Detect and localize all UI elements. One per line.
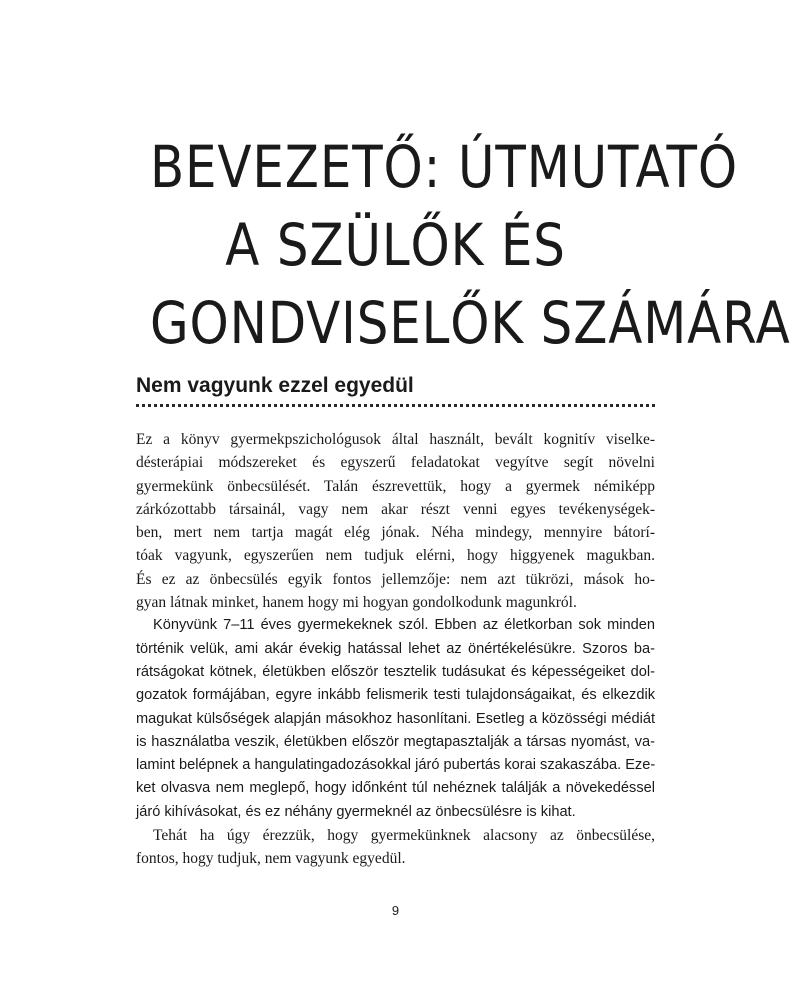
body-text (136, 428, 655, 871)
text-line: magukat külsőségek alapján másokhoz hasonlítani. Esetleg a közösségi médiát (136, 710, 655, 727)
text-line: is használatba veszik, életükben először megtapasztalják a társas nyomást, va- (136, 733, 655, 750)
chapter-title-line: A SZÜLŐK ÉS (225, 211, 566, 279)
text-line: gyermekünk önbecsülését. Talán észrevettük, hogy a gyermek némiképp (136, 477, 655, 495)
section-heading: Nem vagyunk ezzel egyedül (136, 374, 414, 397)
chapter-title-line: BEVEZETŐ: ÚTMUTATÓ (149, 133, 739, 201)
text-line: gyan látnak minket, hanem hogy mi hogyan gondolkodunk magunkról. (136, 594, 577, 612)
dotted-divider (136, 404, 655, 407)
text-line: fontos, hogy tudjuk, nem vagyunk egyedül. (136, 850, 406, 868)
text-line: És ez az önbecsülés egyik fontos jellemzője: nem azt tükrözi, mások ho- (136, 570, 655, 588)
text-line: Könyvünk 7–11 éves gyermekeknek szól. Ebben az életkorban sok minden (153, 617, 655, 634)
text-line: zárkózottabb társainál, vagy nem akar részt venni egyes tevékenységek- (136, 500, 655, 518)
text-line: történik velük, ami akár évekig hatással lehet az önértékelésükre. Szoros ba- (136, 640, 655, 657)
paragraph-intro (136, 428, 655, 614)
paragraph-age-group (136, 614, 655, 824)
text-line: Tehát ha úgy érezzük, hogy gyermekünknek alacsony az önbecsülése, (153, 827, 655, 845)
text-line: tóak vagyunk, egyszerűen nem tudjuk elérni, hogy higgyenek magukban. (136, 547, 655, 565)
text-line: rátságokat kötnek, életükben először tesztelik tudásukat és képességeiket dol- (136, 663, 655, 680)
text-line: lamint belépnek a hangulatingadozásokkal járó pubertás korai szakaszába. Eze- (136, 757, 656, 774)
chapter-title-line: GONDVISELŐK SZÁMÁRA (149, 289, 791, 357)
text-line: Ez a könyv gyermekpszichológusok által használt, bevált kognitív viselke- (136, 431, 655, 448)
text-line: gozatok formájában, egyre inkább felismerik testi tulajdonságaikat, és elkezdik (136, 687, 655, 704)
text-line: járó kihívásokat, és ez néhány gyermeknél az önbecsülésre is kihat. (136, 803, 576, 820)
page-number: 9 (391, 903, 400, 918)
text-line: ben, mert nem tartja magát elég jónak. Néha mindegy, mennyire bátorí- (136, 524, 655, 542)
paragraph-conclusion (136, 824, 655, 871)
text-line: désterápiai módszereket és egyszerű feladatokat vegyítve segít növelni (136, 454, 655, 472)
text-line: ket olvasva nem meglepő, hogy időnként túl nehéznek találják a növekedéssel (136, 780, 655, 797)
chapter-title (149, 128, 791, 362)
